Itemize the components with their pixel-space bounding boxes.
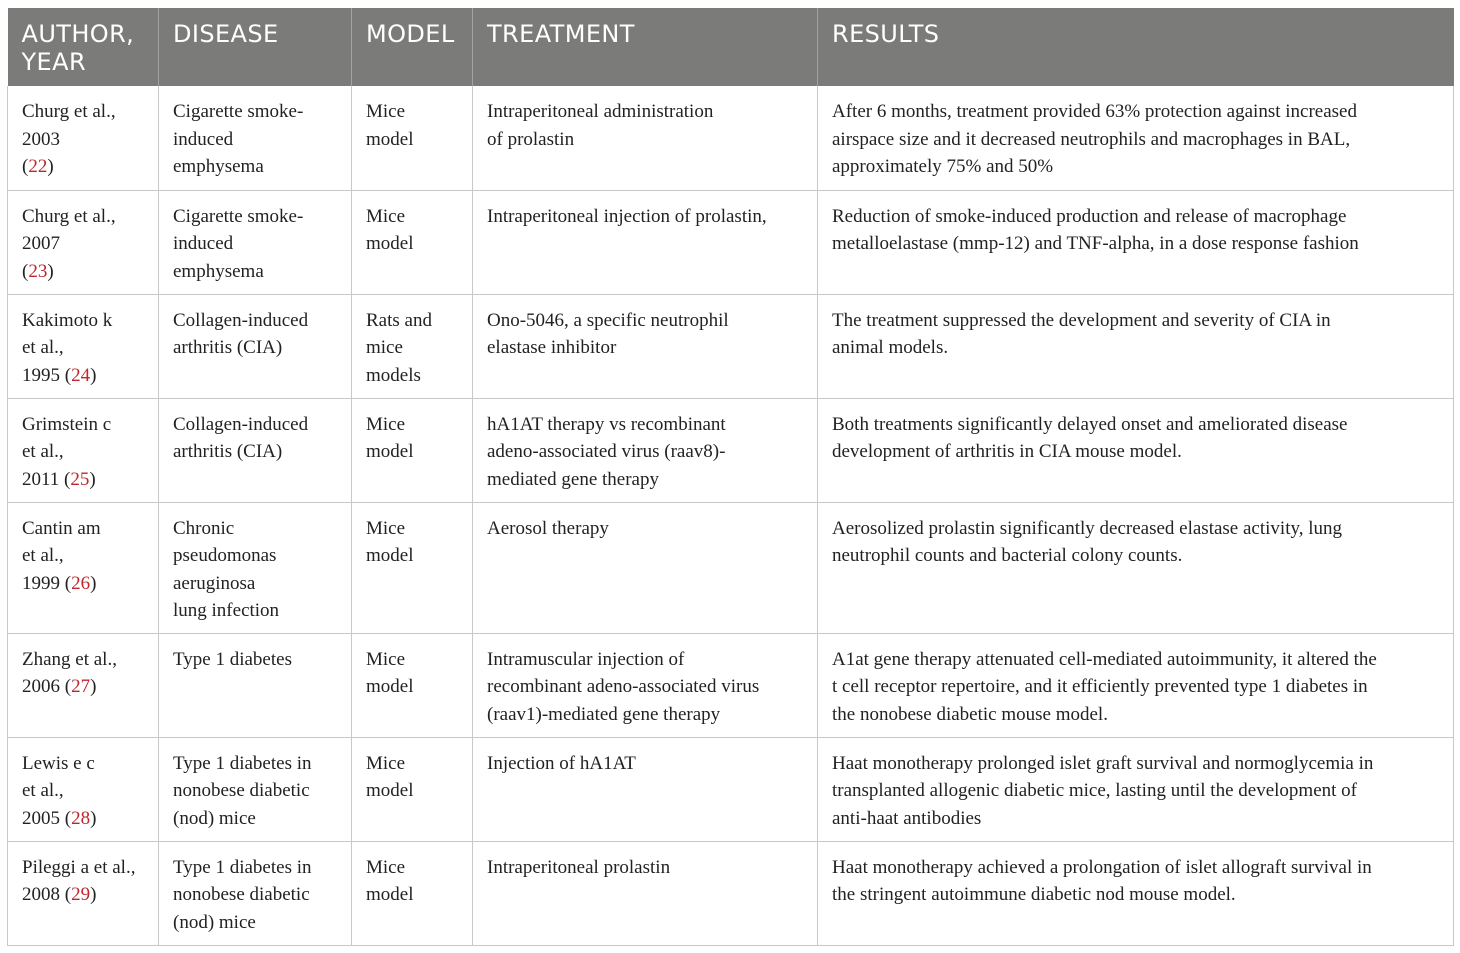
author-cell: Pileggi a et al., 2008 (29) xyxy=(8,841,159,945)
disease-cell: Cigarette smoke- induced emphysema xyxy=(159,190,352,294)
disease-cell: Type 1 diabetes in nonobese diabetic (nod) mice xyxy=(159,841,352,945)
table-row xyxy=(8,86,1454,190)
model-cell: Mice model xyxy=(352,737,473,841)
treatment-cell: Ono-5046, a specific neutrophil elastase inhibitor xyxy=(473,294,818,398)
reference-link[interactable]: 27 xyxy=(71,676,91,698)
studies-table xyxy=(7,8,1454,946)
treatment-cell: Intramuscular injection of recombinant adeno-associated virus (raav1)-mediated gene therapy xyxy=(473,633,818,737)
table-row xyxy=(8,190,1454,294)
results-cell: Both treatments significantly delayed onset and ameliorated disease development of arthritis in CIA mouse model. xyxy=(818,398,1454,502)
treatment-cell: Injection of hA1AT xyxy=(473,737,818,841)
header-results: RESULTS xyxy=(818,8,1454,86)
results-cell: After 6 months, treatment provided 63% protection against increased airspace size and it decreased neutrophils and macrophages in BAL, approximately 75% and 50% xyxy=(818,86,1454,190)
table-row xyxy=(8,398,1454,502)
results-cell: Haat monotherapy achieved a prolongation of islet allograft survival in the stringent autoimmune diabetic nod mouse model. xyxy=(818,841,1454,945)
reference-link[interactable]: 22 xyxy=(28,156,48,178)
treatment-cell: Intraperitoneal prolastin xyxy=(473,841,818,945)
author-cell: Churg et al., 2003 (22) xyxy=(8,86,159,190)
table-row xyxy=(8,294,1454,398)
model-cell: Mice model xyxy=(352,502,473,633)
results-cell: Haat monotherapy prolonged islet graft survival and normoglycemia in transplanted allogenic diabetic mice, lasting until the development of anti-haat antibodies xyxy=(818,737,1454,841)
table-row xyxy=(8,841,1454,945)
reference-link[interactable]: 23 xyxy=(28,260,48,282)
model-cell: Mice model xyxy=(352,190,473,294)
table-row xyxy=(8,633,1454,737)
author-cell: Grimstein c et al., 2011 (25) xyxy=(8,398,159,502)
disease-cell: Cigarette smoke- induced emphysema xyxy=(159,86,352,190)
author-cell: Churg et al., 2007 (23) xyxy=(8,190,159,294)
disease-cell: Type 1 diabetes xyxy=(159,633,352,737)
reference-link[interactable]: 29 xyxy=(71,884,91,906)
results-cell: Aerosolized prolastin significantly decreased elastase activity, lung neutrophil counts and bacterial colony counts. xyxy=(818,502,1454,633)
author-cell: Zhang et al., 2006 (27) xyxy=(8,633,159,737)
reference-link[interactable]: 25 xyxy=(70,468,90,490)
header-disease: DISEASE xyxy=(159,8,352,86)
author-cell: Kakimoto k et al., 1995 (24) xyxy=(8,294,159,398)
header-author-year: AUTHOR, YEAR xyxy=(8,8,159,86)
treatment-cell: Intraperitoneal injection of prolastin, xyxy=(473,190,818,294)
table-row xyxy=(8,502,1454,633)
reference-link[interactable]: 26 xyxy=(71,572,91,594)
author-cell: Cantin am et al., 1999 (26) xyxy=(8,502,159,633)
disease-cell: Collagen-induced arthritis (CIA) xyxy=(159,294,352,398)
disease-cell: Collagen-induced arthritis (CIA) xyxy=(159,398,352,502)
results-cell: A1at gene therapy attenuated cell-mediated autoimmunity, it altered the t cell receptor repertoire, and it efficiently prevented type 1 diabetes in the nonobese diabetic mouse model. xyxy=(818,633,1454,737)
header-treatment: TREATMENT xyxy=(473,8,818,86)
reference-link[interactable]: 28 xyxy=(71,807,91,829)
model-cell: Mice model xyxy=(352,398,473,502)
disease-cell: Chronic pseudomonas aeruginosa lung infection xyxy=(159,502,352,633)
table-row xyxy=(8,737,1454,841)
model-cell: Mice model xyxy=(352,841,473,945)
treatment-cell: hA1AT therapy vs recombinant adeno-associated virus (raav8)- mediated gene therapy xyxy=(473,398,818,502)
reference-link[interactable]: 24 xyxy=(71,364,91,386)
treatment-cell: Aerosol therapy xyxy=(473,502,818,633)
author-cell: Lewis e c et al., 2005 (28) xyxy=(8,737,159,841)
treatment-cell: Intraperitoneal administration of prolastin xyxy=(473,86,818,190)
model-cell: Mice model xyxy=(352,633,473,737)
disease-cell: Type 1 diabetes in nonobese diabetic (nod) mice xyxy=(159,737,352,841)
header-model: MODEL xyxy=(352,8,473,86)
model-cell: Mice model xyxy=(352,86,473,190)
header-row xyxy=(8,8,1454,86)
model-cell: Rats and mice models xyxy=(352,294,473,398)
results-cell: Reduction of smoke-induced production and release of macrophage metalloelastase (mmp-12) and TNF-alpha, in a dose response fashion xyxy=(818,190,1454,294)
results-cell: The treatment suppressed the development and severity of CIA in animal models. xyxy=(818,294,1454,398)
